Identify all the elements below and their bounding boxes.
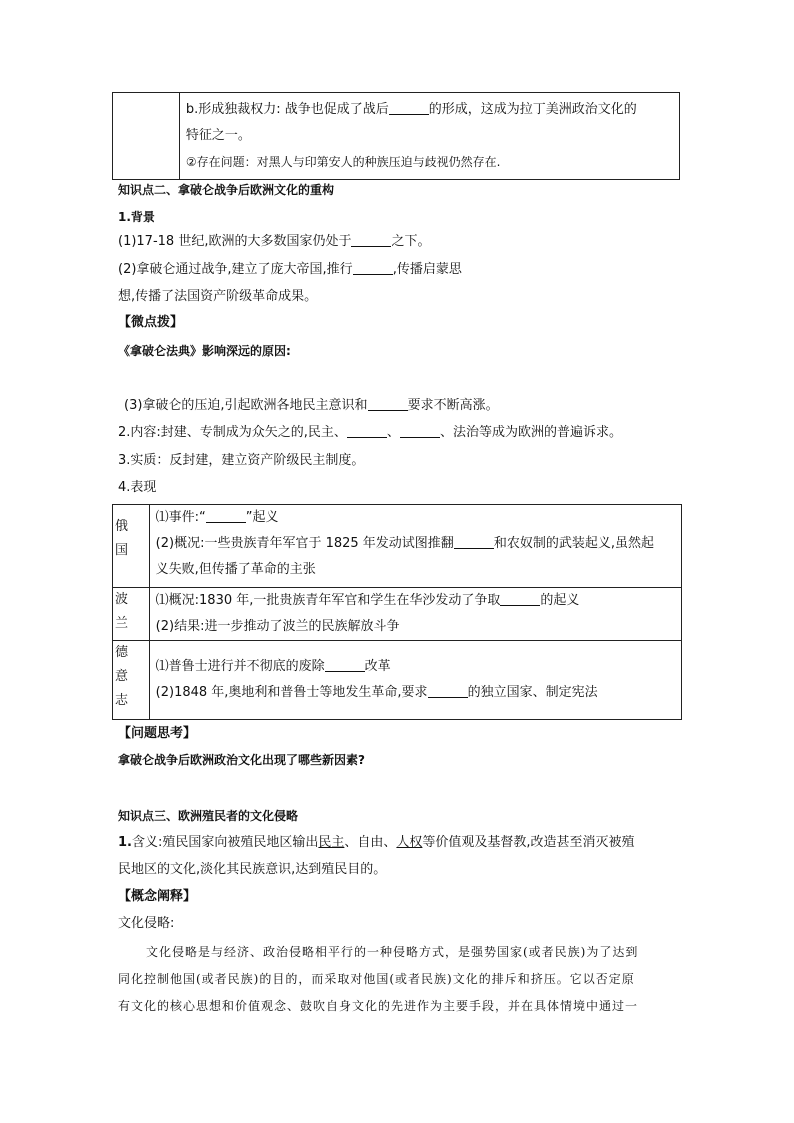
blank[interactable]	[206, 509, 246, 523]
russia-event: ⑴事件:“ ”起义	[155, 510, 279, 525]
concept-para-line-1: 文化侵略是与经济、政治侵略相平行的一种侵略方式，是强势国家(或者民族)为了达到	[146, 945, 639, 959]
tip-heading: 【微点拨】	[118, 315, 184, 330]
background-item-2-cont: 想,传播了法国资产阶级革命成果。	[118, 289, 318, 304]
germany-revolution: (2)1848 年,奥地利和普鲁士等地发生革命,要求 的独立国家、制定宪法	[155, 685, 598, 700]
top-table-empty-cell	[113, 93, 180, 180]
top-line-1: b.形成独裁权力: 战争也促成了战后 的形成，这成为拉丁美洲政治文化的	[185, 102, 637, 117]
germany-details	[149, 641, 681, 720]
blank[interactable]	[368, 397, 408, 411]
content-line: 2.内容:封建、专制成为众矢之的,民主、 、 、法治等成为欧洲的普遍诉求。	[118, 425, 622, 440]
background-item-2: (2)拿破仑通过战争,建立了庞大帝国,推行 ,传播启蒙思	[118, 262, 462, 277]
poland-details	[149, 588, 681, 641]
russia-overview-cont: 义失败,但传播了革命的主张	[155, 562, 316, 577]
poland-result: (2)结果:进一步推动了波兰的民族解放斗争	[155, 619, 400, 634]
top-line-2: 特征之一。	[185, 128, 251, 143]
blank[interactable]	[389, 101, 429, 115]
background-heading: 1.背景	[118, 210, 155, 224]
blank[interactable]	[325, 658, 365, 672]
blank[interactable]	[347, 424, 387, 438]
country-russia: 俄国	[113, 505, 150, 588]
russia-overview: (2)概况:一些贵族青年军官于 1825 年发动试图推翻 和农奴制的武装起义,虽然起	[155, 536, 654, 551]
country-germany: 德意志	[113, 641, 150, 720]
section3-title: 知识点三、欧洲殖民者的文化侵略	[118, 809, 299, 823]
background-item-3: (3)拿破仑的压迫,引起欧洲各地民主意识和 要求不断高涨。	[124, 398, 499, 413]
concept-heading: 【概念阐释】	[118, 889, 197, 904]
blank[interactable]	[400, 424, 440, 438]
top-table	[112, 92, 680, 180]
germany-reform: ⑴普鲁士进行并不彻底的废除 改革	[155, 659, 391, 674]
top-line-3: ②存在问题：对黑人与印第安人的种族压迫与歧视仍然存在.	[185, 155, 501, 169]
russia-details	[149, 505, 681, 588]
section2-title: 知识点二、拿破仑战争后欧洲文化的重构	[118, 183, 335, 197]
blank[interactable]	[351, 233, 391, 247]
blank[interactable]	[428, 684, 468, 698]
concept-para-line-3: 有文化的核心思想和价值观念、鼓吹自身文化的先进作为主要手段，并在具体情境中通过一	[118, 999, 639, 1013]
performance-table	[112, 504, 682, 720]
definition-cont: 民地区的文化,淡化其民族意识,达到殖民目的。	[118, 862, 387, 877]
background-item-1: (1)17-18 世纪,欧洲的大多数国家仍处于 之下。	[118, 234, 431, 249]
blank[interactable]	[353, 261, 393, 275]
blank[interactable]	[454, 535, 494, 549]
concept-para-line-2: 同化控制他国(或者民族)的目的，而采取对他国(或者民族)文化的排斥和挤压。它以否定原	[118, 972, 635, 986]
performance-heading: 4.表现	[118, 480, 157, 495]
question-text: 拿破仑战争后欧洲政治文化出现了哪些新因素?	[118, 753, 365, 767]
top-table-content-cell	[179, 93, 679, 180]
definition-line: 1.含义:殖民国家向被殖民地区输出民主、自由、人权等价值观及基督教,改造甚至消灭被殖	[118, 835, 635, 850]
essence-line: 3.实质：反封建，建立资产阶级民主制度。	[118, 453, 365, 468]
country-poland: 波兰	[113, 588, 150, 641]
concept-term: 文化侵略:	[118, 916, 175, 931]
question-heading: 【问题思考】	[118, 726, 197, 741]
poland-overview: ⑴概况:1830 年,一批贵族青年军官和学生在华沙发动了争取 的起义	[155, 593, 580, 608]
blank[interactable]	[500, 592, 540, 606]
tip-question: 《拿破仑法典》影响深远的原因:	[118, 344, 291, 358]
